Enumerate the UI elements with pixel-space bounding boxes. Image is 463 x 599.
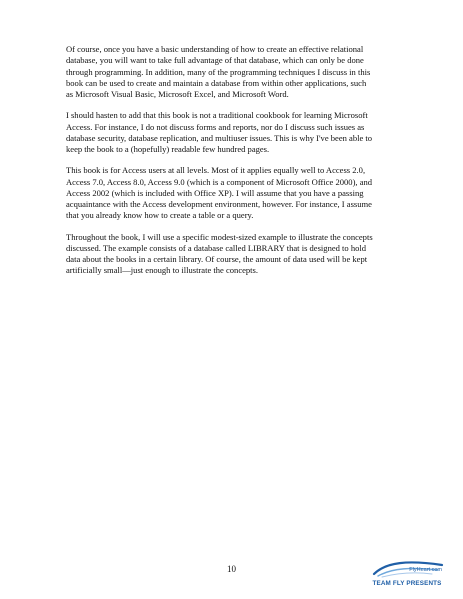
text-line: artificially small—just enough to illustrate the concepts. bbox=[66, 265, 259, 276]
text-line: I should hasten to add that this book is not a traditional cookbook for learning Microsoft bbox=[66, 110, 368, 121]
text-line: that you already know how to create a table or a query. bbox=[66, 210, 254, 221]
badge-text: TEAM FLY PRESENTS bbox=[372, 580, 442, 587]
paragraph-4 bbox=[66, 232, 412, 277]
paragraph-2 bbox=[66, 110, 412, 155]
team-fly-badge bbox=[368, 556, 446, 590]
text-line: Access 2002 (which is included with Office XP). I will assume that you have a passing bbox=[66, 187, 364, 198]
text-line: keep the book to a (hopefully) readable few hundred pages. bbox=[66, 144, 270, 154]
text-line: This book is for Access users at all levels. Most of it applies equally well to Access 2.0, bbox=[66, 165, 366, 176]
text-line: Access. For instance, I do not discuss forms and reports, nor do I discuss such issues as bbox=[66, 121, 365, 132]
text-line: acquaintance with the Access development environment, however. For instance, I assume bbox=[66, 199, 372, 209]
text-line: through programming. In addition, many of the programming techniques I discuss in this bbox=[66, 66, 371, 77]
text-line: Of course, once you have a basic understanding of how to create an effective relational bbox=[66, 44, 364, 54]
paragraph-3 bbox=[66, 165, 412, 221]
text-line: data about the books in a certain library. Of course, the amount of data used will be kept bbox=[66, 254, 368, 264]
badge-url: FlyHeart.com bbox=[409, 567, 442, 573]
text-line: discussed. The example consists of a database called LIBRARY that is designed to hold bbox=[66, 242, 367, 253]
text-line: book can be used to create and maintain a database from within other applications, such bbox=[66, 77, 367, 88]
text-line: Access 7.0, Access 8.0, Access 9.0 (which is a component of Microsoft Office 2000), and bbox=[66, 176, 373, 187]
body-text bbox=[66, 44, 412, 287]
text-line: as Microsoft Visual Basic, Microsoft Excel, and Microsoft Word. bbox=[66, 89, 289, 99]
text-line: database security, database replication, and multiuser issues. This is why I've been able to bbox=[66, 132, 373, 143]
text-line: database, you will want to take full advantage of that database, which can only be done bbox=[66, 55, 364, 66]
text-line: Throughout the book, I will use a specific modest-sized example to illustrate the concepts bbox=[66, 231, 373, 242]
page-number: 10 bbox=[227, 564, 236, 574]
paragraph-1 bbox=[66, 44, 412, 100]
